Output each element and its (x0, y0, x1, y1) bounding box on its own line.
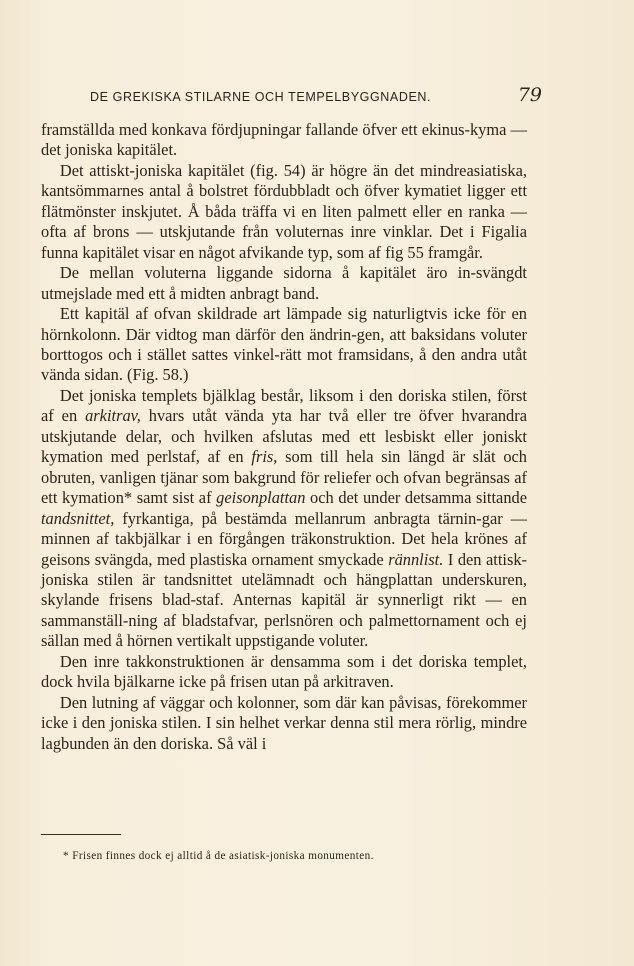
text-run: och det under detsamma sittande (305, 488, 527, 508)
italic-term: arkitrav, (85, 406, 141, 426)
paragraph (41, 263, 527, 304)
text-run: I den attisk-joniska stilen är tandsnittet utelämnadt och hängplattan underskuren, skylande frisens blad-staf. Anternas kapitäl är synnerligt rikt — en sammanställ-ning af bladstafvar, perlsnören och palmettornament och ej sällan med å hörnen vertikalt uppstigande voluter. (41, 549, 527, 651)
text-run: Det joniska templets bjälklag består, liksom i den doriska stilen, först af en (41, 385, 527, 426)
paragraph (41, 652, 527, 693)
paragraph (41, 386, 527, 652)
page-number: 79 (517, 84, 542, 106)
paragraph (41, 120, 527, 161)
italic-term: tandsnittet, (41, 508, 115, 528)
paragraph (41, 304, 527, 386)
text-run: fyrkantiga, på bestämda mellanrum anbragta tärnin-gar — minnen af takbjälkar i en förgången träkonstruktion. Det hela krönes af geisons svängda, med plastiska ornament smyckade (41, 508, 527, 569)
running-head: DE GREKISKA STILARNE OCH TEMPELBYGGNADEN. (90, 90, 432, 104)
paragraph (41, 693, 527, 754)
footnote-rule (41, 834, 121, 835)
text-run: De mellan voluterna liggande sidorna å kapitälet äro in-svängdt utmejslade med ett å midten anbragt band. (41, 263, 527, 303)
text-run: som till hela sin längd är slät och obruten, vanligen tjänar som bakgrund för reliefer och ofvan begränsas af ett kymation* samt sist af (41, 447, 527, 508)
footnote: * Frisen finnes dock ej alltid å de asiatisk-joniska monumenten. (63, 850, 374, 862)
text-run: hvars utåt vända yta har två eller tre öfver hvarandra utskjutande delar, och hvilken afslutas med ett lesbiskt eller joniskt kymation med perlstaf, af en (41, 406, 527, 467)
italic-term: fris, (251, 447, 278, 467)
text-run: Den lutning af väggar och kolonner, som där kan påvisas, förekommer icke i den joniska stilen. I sin helhet verkar denna stil mera rörlig, mindre lagbunden än den doriska. Så väl i (41, 692, 527, 753)
text-run: Ett kapitäl af ofvan skildrade art lämpade sig naturligtvis icke för en hörnkolonn. Där vidtog man därför den ändrin-gen, att baksidans voluter borttogos och i stället sattes vinkel-rätt mot framsidans, å den andra utåt vända sidan. (Fig. 58.) (41, 304, 527, 385)
text-run: framställda med konkava fördjupningar fallande öfver ett ekinus-kyma — det joniska kapitälet. (41, 120, 527, 160)
body-text (41, 120, 527, 754)
italic-term: rännlist. (388, 549, 444, 569)
text-run: Det attiskt-joniska kapitälet (fig. 54) är högre än det mindreasiatiska, kantsömmarnes antal å bolstret fördubbladt och öfver kymatiet ligger ett flätmönster inskjutet. Å båda träffa vi en liten palmett eller en ranka — ofta af brons — utskjutande från voluternas inre vinklar. Det i Figalia funna kapitälet visar en något afvikande typ, som af fig 55 framgår. (41, 160, 527, 262)
paragraph (41, 161, 527, 263)
text-run: Den inre takkonstruktionen är densamma som i det doriska templet, dock hvila bjälkarne icke på frisen utan på arkitraven. (41, 651, 527, 692)
italic-term: geisonplattan (216, 488, 306, 508)
